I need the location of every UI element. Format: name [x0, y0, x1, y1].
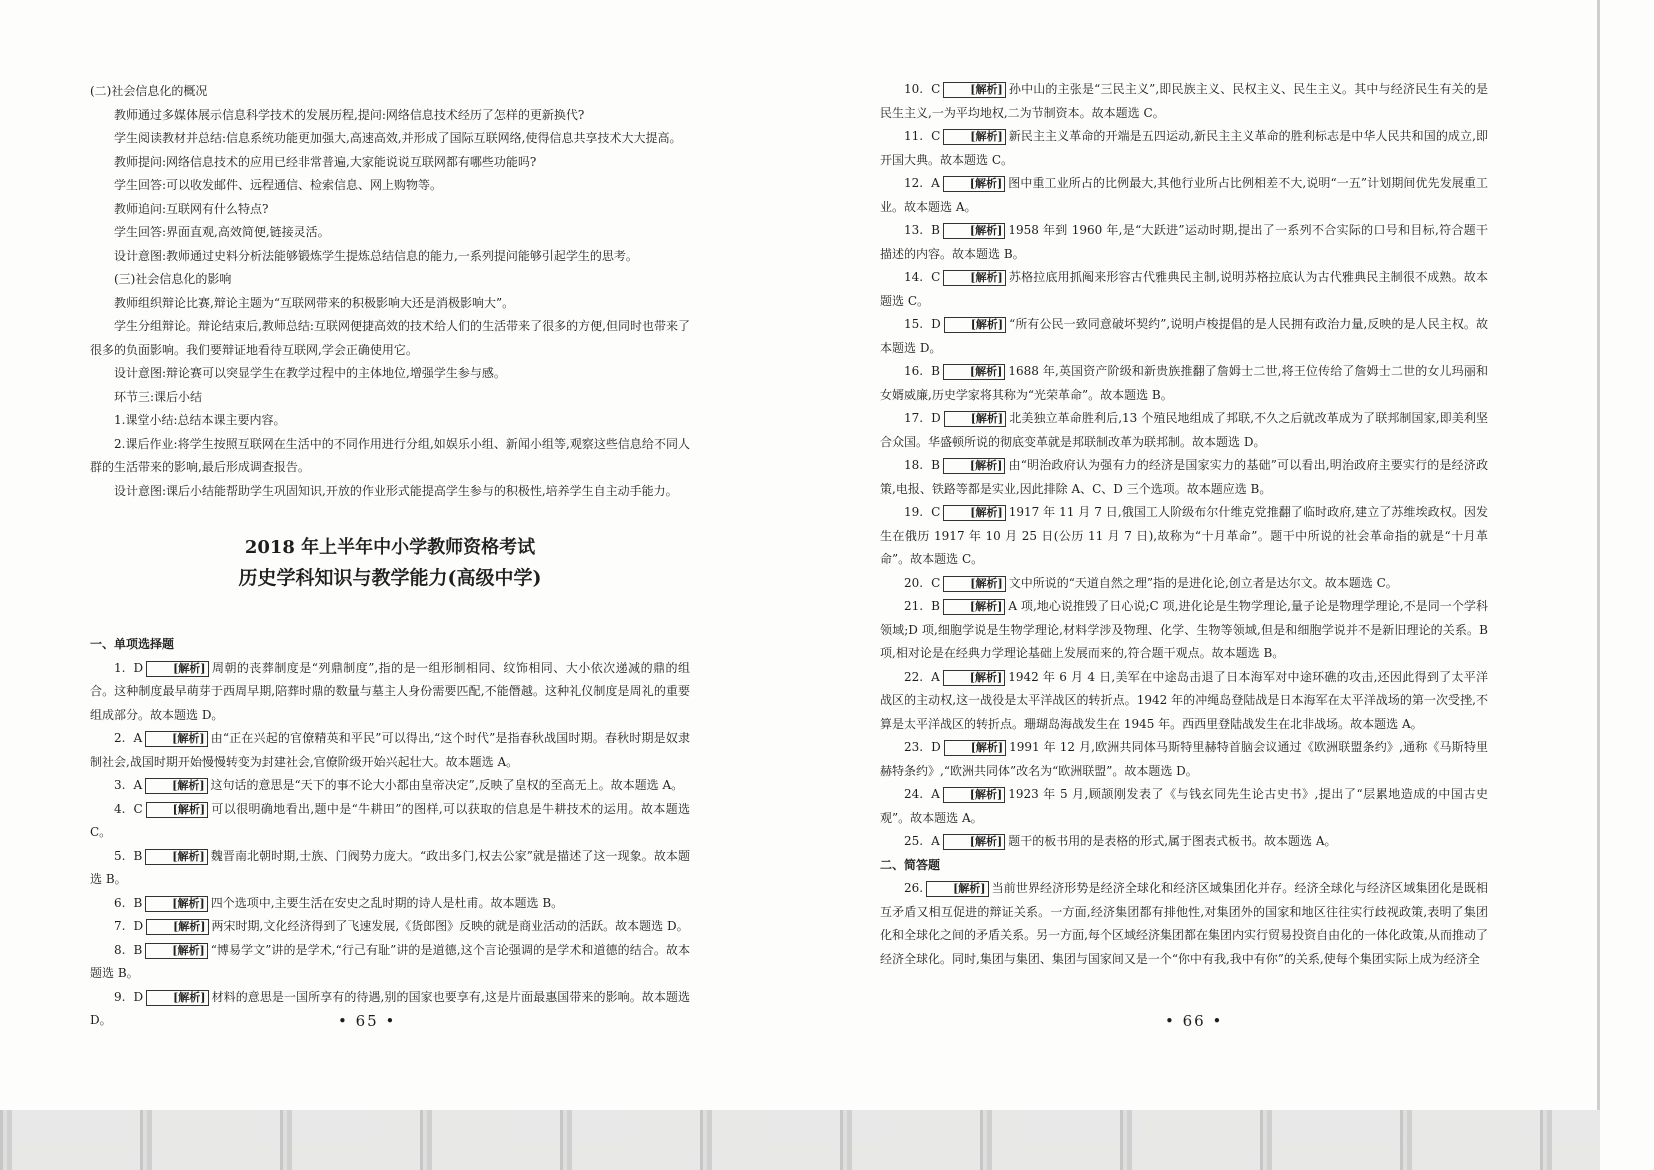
paragraph: (三)社会信息化的影响 [114, 272, 232, 286]
analysis-tag: [解析] [943, 834, 1005, 850]
answer-number: 9. [114, 989, 126, 1004]
answer-key: C [931, 270, 941, 284]
answer-item [90, 774, 690, 798]
exam-title [90, 533, 690, 593]
answer-item [880, 125, 1488, 172]
answer-number: 8. [114, 942, 126, 957]
analysis-tag: [解析] [943, 176, 1005, 192]
answer-number: 7. [114, 919, 126, 933]
analysis-tag: [解析] [943, 576, 1005, 592]
answer-item [880, 407, 1488, 454]
analysis-tag: [解析] [943, 458, 1005, 474]
lesson-plan-text [90, 80, 690, 503]
answer-number: 17. [904, 411, 924, 425]
analysis-tag: [解析] [943, 82, 1005, 98]
answer-key: B [931, 223, 940, 237]
answer-text: 由“正在兴起的官僚精英和平民”可以得出,“这个时代”是指春秋战国时期。春秋时期是奴隶制社会,战国时期开始慢慢转变为封建社会,官僚阶级开始兴起壮大。故本题选 A。 [90, 731, 690, 769]
answer-item [880, 313, 1488, 360]
answer-text: 由“明治政府认为强有力的经济是国家实力的基础”可以看出,明治政府主要实行的是经济政策,电报、铁路等都是实业,因此排除 A、C、D 三个选项。故本题应选 B。 [880, 458, 1488, 496]
answer-list-right [880, 78, 1488, 854]
paragraph: 学生分组辩论。辩论结束后,教师总结:互联网便捷高效的技术给人们的生活带来了很多的方便,但同时也带来了很多的负面影响。我们要辩证地看待互联网,学会正确使用它。 [90, 319, 690, 357]
answer-number: 12. [904, 176, 924, 190]
answer-number: 10. [904, 82, 924, 96]
answer-item [880, 78, 1488, 125]
answer-text: A 项,地心说推毁了日心说;C 项,进化论是生物学理论,量子论是物理学理论,不是同一个学科领域;D 项,细胞学说是生物学理论,材料学涉及物理、化学、生物等领域,但是和细胞学说并不是新旧理论的关系。B 项,相对论是在经典力学理论基础上发展而来的,符合题干观点。故本题选 B。 [880, 599, 1488, 660]
answer-item [880, 830, 1488, 854]
answer-text: 1917 年 11 月 7 日,俄国工人阶级布尔什维克党推翻了临时政府,建立了苏维埃政权。因发生在俄历 1917 年 10 月 25 日(公历 11 月 7 日),故称为“十月革命”。题干中所说的社会革命指的就是“十月革命”。故本题选 C。 [880, 505, 1488, 566]
answer-number: 20. [904, 575, 924, 590]
answer-text: 新民主主义革命的开端是五四运动,新民主主义革命的胜利标志是中华人民共和国的成立,即开国大典。故本题选 C。 [880, 129, 1488, 167]
answer-item [90, 939, 690, 986]
analysis-tag: [解析] [943, 670, 1005, 686]
analysis-tag: [解析] [145, 896, 207, 912]
answer-item [90, 657, 690, 728]
answer-text: 材料的意思是一国所享有的待遇,别的国家也要享有,这是片面最惠国带来的影响。故本题选 D。 [90, 989, 690, 1027]
answer-key: C [931, 82, 941, 96]
answer-item [880, 783, 1488, 830]
answer-number: 22. [904, 669, 924, 684]
analysis-tag: [解析] [146, 661, 208, 677]
answer-item [880, 219, 1488, 266]
answer-item-26 [880, 877, 1488, 971]
answer-text: 可以很明确地看出,题中是“牛耕田”的图样,可以获取的信息是牛耕技术的运用。故本题选 C。 [90, 801, 690, 839]
analysis-tag: [解析] [943, 787, 1005, 803]
answer-key: B [133, 942, 143, 957]
analysis-tag: [解析] [145, 943, 207, 959]
answer-item [90, 727, 690, 774]
answer-key: A [133, 778, 143, 792]
answer-text: “所有公民一致同意破坏契约”,说明卢梭提倡的是人民拥有政治力量,反映的是人民主权。故本题选 D。 [880, 317, 1488, 355]
left-page [0, 0, 760, 1170]
answer-key: B [931, 458, 940, 472]
answer-key: B [133, 848, 143, 863]
answer-number: 23. [904, 740, 924, 754]
answer-key: C [931, 129, 941, 143]
answer-number: 4. [114, 801, 126, 816]
right-column [880, 78, 1488, 971]
answer-key: D [133, 989, 144, 1004]
answer-text: 当前世界经济形势是经济全球化和经济区域集团化并存。经济全球化与经济区域集团化是既相互矛盾又相互促进的辩证关系。一方面,经济集团都有排他性,对集团外的国家和地区往往实行歧视政策,表明了集团化和全球化之间的矛盾关系。另一方面,每个区域经济集团都在集团内实行贸易投资自由化的一体化政策,从而推动了经济全球化。同时,集团与集团、集团与国家间又是一个“你中有我,我中有你”的关系,使每个集团实际上成为经济全 [880, 881, 1488, 966]
paragraph: 设计意图:辩论赛可以突显学生在教学过程中的主体地位,增强学生参与感。 [114, 366, 506, 380]
analysis-tag: [解析] [943, 223, 1005, 239]
analysis-tag: [解析] [944, 317, 1006, 333]
answer-key: C [931, 505, 941, 519]
analysis-tag: [解析] [943, 505, 1005, 521]
answer-number: 24. [904, 787, 924, 801]
paragraph: 教师追问:互联网有什么特点? [114, 201, 269, 216]
answer-number: 5. [114, 848, 126, 863]
answer-text: 两宋时期,文化经济得到了飞速发展,《货郎图》反映的就是商业活动的活跃。故本题选 D。 [211, 919, 689, 933]
answer-text: 图中重工业所占的比例最大,其他行业所占比例相差不大,说明“一五”计划期间优先发展重工业。故本题选 A。 [880, 176, 1488, 214]
answer-text: 北美独立革命胜利后,13 个殖民地组成了邦联,不久之后就改革成为了联邦制国家,即美利坚合众国。华盛顿所说的彻底变革就是邦联制改革为联邦制。故本题选 D。 [880, 411, 1488, 449]
scan-edge-line [1597, 0, 1600, 1110]
answer-text: 1942 年 6 月 4 日,美军在中途岛击退了日本海军对中途环礁的攻击,还因此得到了太平洋战区的主动权,这一战役是太平洋战区的转折点。1942 年的冲绳岛登陆战是日本海军在太平洋战场的第一次受挫,不算是太平洋战区的转折点。珊瑚岛海战发生在 1945 年。西西里登陆战发生在北非战场。故本题选 A。 [880, 669, 1488, 731]
answer-key: B [133, 895, 143, 910]
answer-item [880, 454, 1488, 501]
answer-number: 26. [904, 881, 924, 895]
answer-item [880, 266, 1488, 313]
answer-key: B [931, 364, 940, 378]
paragraph: 学生回答:界面直观,高效简便,链接灵活。 [114, 225, 330, 239]
answer-number: 15. [904, 317, 924, 331]
answer-key: D [931, 740, 941, 754]
answer-key: B [931, 599, 940, 613]
paragraph: 学生回答:可以收发邮件、远程通信、检索信息、网上购物等。 [114, 178, 443, 192]
answer-item [880, 360, 1488, 407]
paragraph: 教师组织辩论比赛,辩论主题为“互联网带来的积极影响大还是消极影响大”。 [114, 295, 515, 310]
answer-text: 文中所说的“天道自然之理”指的是进化论,创立者是达尔文。故本题选 C。 [1008, 575, 1398, 590]
answer-item [90, 845, 690, 892]
analysis-tag: [解析] [145, 849, 207, 865]
paragraph: 教师通过多媒体展示信息科学技术的发展历程,提问:网络信息技术经历了怎样的更新换代? [114, 107, 585, 122]
answer-text: 苏格拉底用抓阄来形容古代雅典民主制,说明苏格拉底认为古代雅典民主制很不成熟。故本题选 C。 [880, 270, 1488, 308]
answer-key: A [931, 669, 940, 684]
answer-key: A [931, 834, 940, 848]
answer-number: 6. [114, 895, 126, 910]
analysis-tag: [解析] [943, 599, 1005, 615]
answer-text: 1688 年,英国资产阶级和新贵族推翻了詹姆士二世,将王位传给了詹姆士二世的女儿玛丽和女婿威廉,历史学家将其称为“光荣革命”。故本题选 B。 [880, 364, 1488, 402]
analysis-tag: [解析] [146, 990, 208, 1006]
paragraph: 设计意图:课后小结能帮助学生巩固知识,开放的作业形式能提高学生参与的积极性,培养学生自主动手能力。 [114, 483, 678, 498]
answer-item [880, 501, 1488, 572]
answer-number: 18. [904, 458, 924, 472]
answer-key: D [931, 317, 941, 331]
answer-list-left [90, 657, 690, 1033]
answer-text: 1991 年 12 月,欧洲共同体马斯特里赫特首脑会议通过《欧洲联盟条约》,通称《马斯特里赫特条约》,“欧洲共同体”改名为“欧洲联盟”。故本题选 D。 [880, 740, 1488, 778]
page-number-left: • 65 • [338, 1012, 397, 1030]
answer-text: “博易学文”讲的是学术,“行己有耻”讲的是道德,这个言论强调的是学术和道德的结合。故本题选 B。 [90, 942, 690, 980]
answer-number: 2. [114, 731, 126, 745]
analysis-tag: [解析] [943, 364, 1005, 380]
paragraph: 1.课堂小结:总结本课主要内容。 [114, 413, 286, 427]
answer-text: 四个选项中,主要生活在安史之乱时期的诗人是杜甫。故本题选 B。 [210, 895, 564, 910]
analysis-tag: [解析] [944, 740, 1006, 756]
left-column [90, 80, 690, 1033]
answer-item [880, 666, 1488, 737]
answer-number: 14. [904, 270, 924, 284]
answer-text: 周朝的丧葬制度是“列鼎制度”,指的是一组形制相同、纹饰相同、大小依次递减的鼎的组合。这种制度最早萌芽于西周早期,陪葬时鼎的数量与墓主人身份需要匹配,不能僭越。这种礼仪制度是周礼的重要组成部分。故本题选 D。 [90, 660, 690, 722]
answer-number: 19. [904, 505, 924, 519]
answer-number: 11. [904, 129, 924, 143]
answer-key: A [133, 731, 143, 745]
answer-key: A [931, 176, 940, 190]
answer-text: 孙中山的主张是“三民主义”,即民族主义、民权主义、民生主义。其中与经济民生有关的是民生主义,一为平均地权,二为节制资本。故本题选 C。 [880, 82, 1488, 120]
answer-number: 1. [114, 660, 126, 675]
exam-title-line1: 2018 年上半年中小学教师资格考试 [244, 537, 536, 558]
answer-item [880, 172, 1488, 219]
answer-text: 1958 年到 1960 年,是“大跃进”运动时期,提出了一系列不合实际的口号和目标,符合题干描述的内容。故本题选 B。 [880, 223, 1488, 261]
analysis-tag: [解析] [943, 129, 1005, 145]
answer-number: 16. [904, 364, 924, 378]
analysis-tag: [解析] [145, 731, 207, 747]
answer-key: C [931, 575, 941, 590]
paragraph: (二)社会信息化的概况 [90, 84, 208, 98]
answer-key: D [931, 411, 941, 425]
answer-item [880, 595, 1488, 666]
exam-title-line2: 历史学科知识与教学能力(高级中学) [238, 567, 542, 589]
analysis-tag: [解析] [145, 778, 207, 794]
section-heading-single-choice: 一、单项选择题 [90, 637, 175, 651]
analysis-tag: [解析] [146, 919, 208, 935]
paragraph: 环节三:课后小结 [114, 389, 203, 404]
answer-item [880, 736, 1488, 783]
answer-number: 3. [114, 778, 126, 792]
answer-text: 1923 年 5 月,顾颉刚发表了《与钱玄同先生论古史书》,提出了“层累地造成的中国古史观”。故本题选 A。 [880, 787, 1488, 825]
answer-key: D [133, 919, 144, 933]
answer-text: 魏晋南北朝时期,士族、门阀势力庞大。“政出多门,权去公家”就是描述了这一现象。故本题选 B。 [90, 848, 690, 886]
paragraph: 学生阅读教材并总结:信息系统功能更加强大,高速高效,并形成了国际互联网络,使得信息共享技术大大提高。 [114, 131, 682, 145]
analysis-tag: [解析] [146, 802, 208, 818]
answer-item [880, 572, 1488, 596]
answer-key: A [931, 787, 940, 801]
paragraph: 2.课后作业:将学生按照互联网在生活中的不同作用进行分组,如娱乐小组、新闻小组等,观察这些信息给不同人群的生活带来的影响,最后形成调查报告。 [90, 436, 690, 474]
paragraph: 设计意图:教师通过史料分析法能够锻炼学生提炼总结信息的能力,一系列提问能够引起学生的思考。 [114, 248, 638, 263]
scan-artifact-strip [0, 1110, 1600, 1170]
answer-text: 题干的板书用的是表格的形式,属于图表式板书。故本题选 A。 [1008, 834, 1337, 848]
answer-number: 21. [904, 599, 924, 613]
answer-item [90, 798, 690, 845]
analysis-tag: [解析] [944, 411, 1006, 427]
paragraph: 教师提问:网络信息技术的应用已经非常普遍,大家能说说互联网都有哪些功能吗? [114, 154, 537, 169]
analysis-tag: [解析] [943, 270, 1005, 286]
answer-item [90, 915, 690, 939]
analysis-tag: [解析] [926, 881, 988, 897]
answer-number: 13. [904, 223, 924, 237]
answer-text: 这句话的意思是“天下的事不论大小都由皇帝决定”,反映了皇权的至高无上。故本题选 A。 [210, 778, 684, 792]
right-page [840, 0, 1500, 1170]
answer-key: D [133, 660, 144, 675]
section-heading-short-answer: 二、简答题 [880, 857, 941, 872]
answer-number: 25. [904, 834, 924, 848]
page-number-right: • 66 • [1165, 1012, 1224, 1030]
answer-item [90, 892, 690, 916]
answer-key: C [133, 801, 143, 816]
